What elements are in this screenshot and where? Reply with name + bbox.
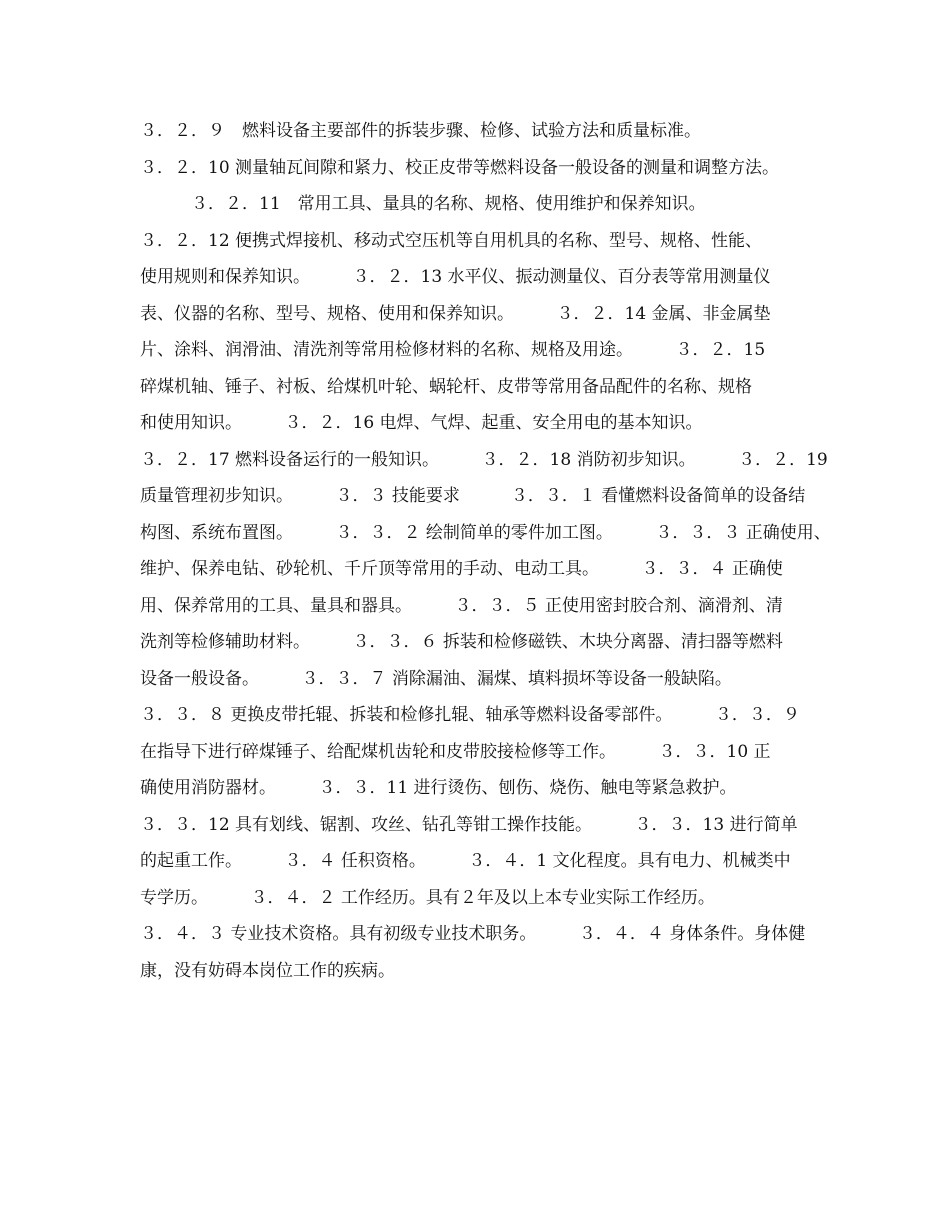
text-line: 设备一般设备。 ３．３．７ 消除漏油、漏煤、填料损坏等设备一般缺陷。 <box>140 668 732 689</box>
text-line: ３．２．10 测量轴瓦间隙和紧力、校正皮带等燃料设备一般设备的测量和调整方法。 <box>140 157 780 178</box>
text-line: ３．３．12 具有划线、锯割、攻丝、钻孔等钳工操作技能。 ３．３．13 进行简单 <box>140 814 798 835</box>
text-line: 专学历。 ３．４．２ 工作经历。具有２年及以上本专业实际工作经历。 <box>140 887 715 908</box>
text-line: 片、涂料、润滑油、清洗剂等常用检修材料的名称、规格及用途。 ３．２．15 <box>140 340 766 360</box>
text-line: 构图、系统布置图。 ３．３．２ 绘制简单的零件加工图。 ３．３．３ 正确使用、 <box>140 522 831 543</box>
text-line: 质量管理初步知识。 ３．３ 技能要求 ３．３．１ 看懂燃料设备简单的设备结 <box>140 486 806 506</box>
body-text <box>140 113 830 989</box>
text-line: ３．２．12 便携式焊接机、移动式空压机等自用机具的名称、型号、规格、性能、 <box>140 230 763 251</box>
text-line: 康，没有妨碍本岗位工作的疾病。 <box>140 960 395 981</box>
text-line: 使用规则和保养知识。 ３．２．13 水平仪、振动测量仪、百分表等常用测量仪 <box>140 267 771 287</box>
text-line: 确使用消防器材。 ３．３．11 进行烫伤、刨伤、烧伤、触电等紧急救护。 <box>140 778 737 798</box>
text-line: 碎煤机轴、锤子、衬板、给煤机叶轮、蜗轮杆、皮带等常用备品配件的名称、规格 <box>140 376 752 397</box>
text-line: ３．４．３ 专业技术资格。具有初级专业技术职务。 ３．４．４ 身体条件。身体健 <box>140 924 806 944</box>
text-line: 维护、保养电钻、砂轮机、千斤顶等常用的手动、电动工具。 ３．３．４ 正确使 <box>140 559 783 579</box>
text-line: ３．２．17 燃料设备运行的一般知识。 ３．２．18 消防初步知识。 ３．２．19 <box>140 449 828 470</box>
text-line: ３．３．８ 更换皮带托辊、拆装和检修扎辊、轴承等燃料设备零部件。 ３．３．９ <box>140 705 800 725</box>
text-line: 的起重工作。 ３．４ 任积资格。 ３．４．1 文化程度。具有电力、机械类中 <box>140 851 791 871</box>
text-line: ３．２．11 常用工具、量具的名称、规格、使用维护和保养知识。 <box>140 194 706 214</box>
text-line: 洗剂等检修辅助材料。 ３．３．６ 拆装和检修磁铁、木块分离器、清扫器等燃料 <box>140 632 783 652</box>
text-line: 在指导下进行碎煤锤子、给配煤机齿轮和皮带胶接检修等工作。 ３．３．10 正 <box>140 741 771 762</box>
text-line: 和使用知识。 ３．２．16 电焊、气焊、起重、安全用电的基本知识。 <box>140 413 703 433</box>
text-line: 用、保养常用的工具、量具和器具。 ３．３．５ 正使用密封胶合剂、滴滑剂、清 <box>140 595 783 616</box>
text-line: ３．２．９ 燃料设备主要部件的拆装步骤、检修、试验方法和质量标准。 <box>140 121 701 141</box>
text-line: 表、仪器的名称、型号、规格、使用和保养知识。 ３．２．14 金属、非金属垫 <box>140 303 771 324</box>
